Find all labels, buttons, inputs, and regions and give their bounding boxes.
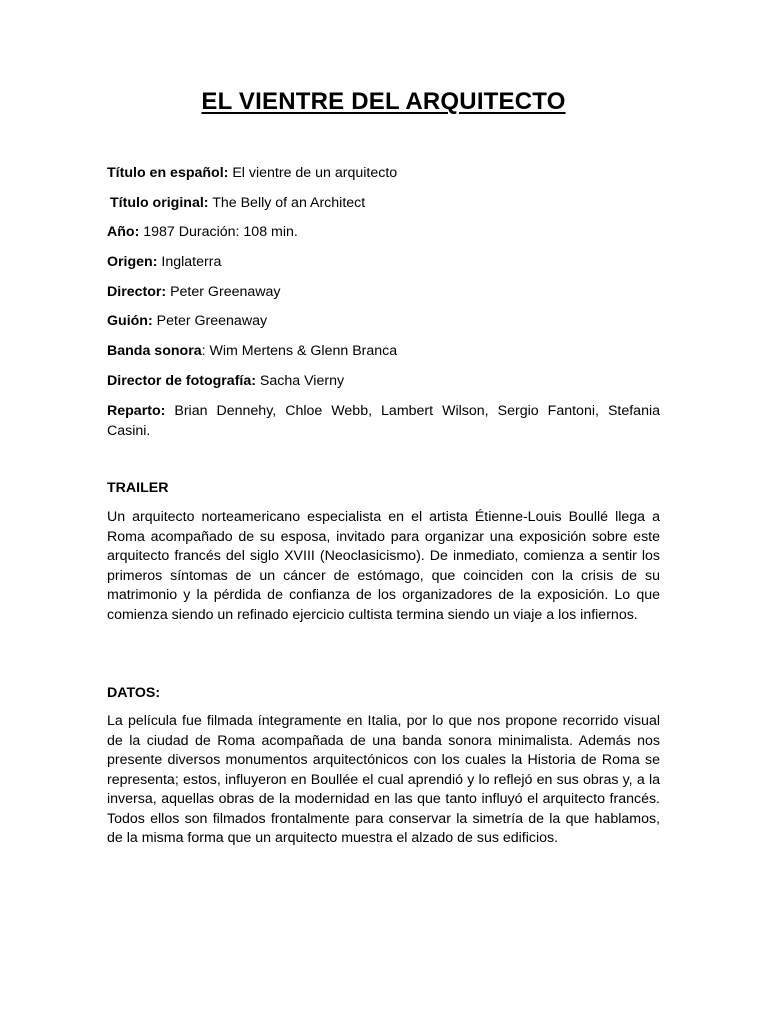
field-reparto — [107, 401, 660, 441]
field-label: Director: — [107, 284, 167, 300]
section-body-datos: La película fue filmada íntegramente en Italia, por lo que nos propone recorrido visual de la ciudad de Roma acompañada de una banda sonora minimalista. Además nos presente diversos monumentos arquitectónicos con los cuales la Historia de Roma se representa; estos, influyeron en Boullée el cual aprendió y lo reflejó en sus obras y, a la inversa, aquellas obras de la modernidad en las que tanto influyó el arquitecto francés. Todos ellos son filmados frontalmente para conservar la simetría de la que hablamos, de la misma forma que un arquitecto muestra el alzado de sus edificios. — [107, 713, 660, 846]
field-label: Título en español: — [107, 165, 229, 181]
field-value: Inglaterra — [157, 254, 222, 270]
field-director-fotografia — [107, 371, 660, 391]
document-title: EL VIENTRE DEL ARQUITECTO — [201, 88, 566, 115]
field-value: Brian Dennehy, Chloe Webb, Lambert Wilson, Sergio Fantoni, Stefania Casini. — [107, 403, 660, 439]
field-value: : Wim Mertens & Glenn Branca — [201, 343, 398, 359]
field-guion — [107, 311, 660, 331]
field-value: 1987 Duración: 108 min. — [139, 224, 298, 240]
field-label: Guión: — [107, 313, 153, 329]
field-label: Director de fotografía: — [107, 373, 256, 389]
section-heading-datos: DATOS: — [107, 685, 161, 701]
field-label: Origen: — [107, 254, 158, 270]
field-value: Peter Greenaway — [152, 313, 268, 329]
document-page — [107, 0, 660, 1024]
field-titulo-original — [110, 193, 663, 213]
field-director — [107, 282, 660, 302]
section-heading-trailer: TRAILER — [107, 480, 169, 496]
field-label: Año: — [107, 224, 140, 240]
field-origen — [107, 252, 660, 272]
field-label: Título original: — [110, 195, 209, 211]
field-value: Peter Greenaway — [166, 284, 281, 300]
field-titulo-espanol — [107, 163, 660, 183]
section-body-trailer: Un arquitecto norteamericano especialista en el artista Étienne-Louis Boullé llega a Roma acompañado de su esposa, invitado para organizar una exposición sobre este arquitecto francés del siglo XVIII (Neoclasicismo). De inmediato, comienza a sentir los primeros síntomas de un cáncer de estómago, que coinciden con la crisis de su matrimonio y la pérdida de confianza de los organizadores de la exposición. Lo que comienza siendo un refinado ejercicio cultista termina siendo un viaje a los infiernos. — [107, 509, 660, 623]
field-ano — [107, 222, 660, 242]
field-label: Banda sonora — [107, 343, 202, 359]
field-value: Sacha Vierny — [255, 373, 345, 389]
field-value: The Belly of an Architect — [208, 195, 366, 211]
field-banda-sonora — [107, 341, 660, 361]
field-value: El vientre de un arquitecto — [228, 165, 398, 181]
field-label: Reparto: — [107, 403, 166, 419]
